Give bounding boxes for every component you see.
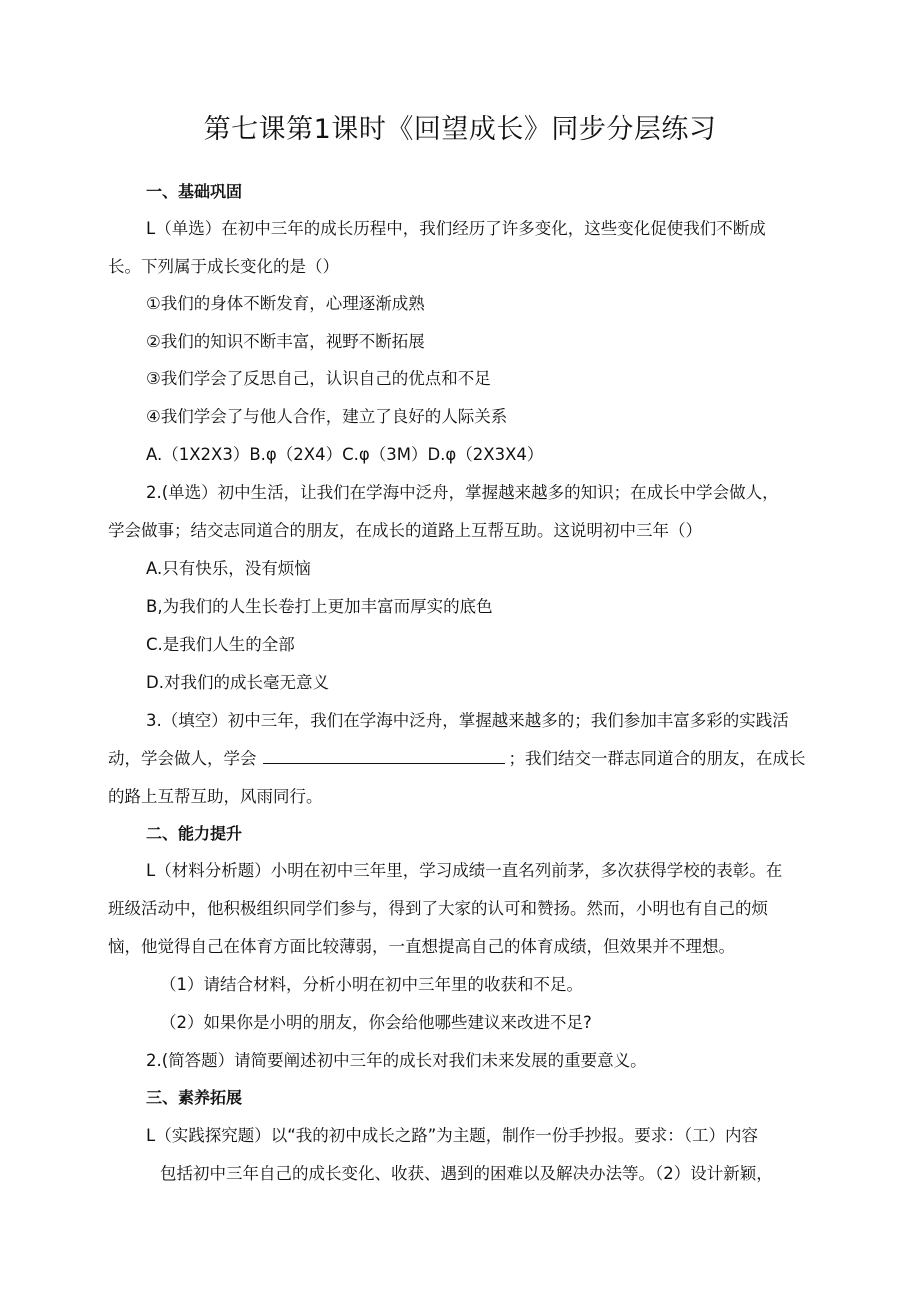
question-1-line-1: L（单选）在初中三年的成长历程中，我们经历了许多变化，这些变化促使我们不断成 — [146, 219, 766, 238]
section-heading-ability: 二、能力提升 — [146, 824, 243, 843]
question-2-line-1: 2.(单选）初中生活，让我们在学海中泛舟，掌握越来越多的知识；在成长中学会做人， — [146, 483, 779, 502]
question-3-line-2 — [108, 747, 806, 771]
material-question-line-2: 班级活动中，他积极组织同学们参与，得到了大家的认可和赞扬。然而，小明也有自己的烦 — [108, 899, 768, 918]
question-3-line-1: 3.（填空）初中三年，我们在学海中泛舟，掌握越来越多的；我们参加丰富多彩的实践活 — [146, 711, 789, 730]
question-2-line-2: 学会做事；结交志同道合的朋友，在成长的道路上互帮互助。这说明初中三年（） — [108, 521, 702, 540]
question-1-item-4: ④我们学会了与他人合作，建立了良好的人际关系 — [146, 407, 508, 426]
question-1-item-2: ②我们的知识不断丰富，视野不断拓展 — [146, 332, 425, 351]
question-1-line-2: 长。下列属于成长变化的是（） — [108, 257, 339, 276]
page-title: 第七课第1课时《回望成长》同步分层练习 — [203, 114, 717, 145]
question-2-option-c: C.是我们人生的全部 — [146, 635, 295, 654]
material-question-line-3: 恼，他觉得自己在体育方面比较薄弱，一直想提高自己的体育成绩，但效果并不理想。 — [108, 937, 735, 956]
section-heading-expansion: 三、素养拓展 — [146, 1088, 243, 1107]
material-subquestion-2: （2）如果你是小明的朋友，你会给他哪些建议来改进不足? — [160, 1013, 592, 1032]
fill-in-blank — [263, 747, 505, 764]
short-answer-question: 2.(简答题）请简要阐述初中三年的成长对我们未来发展的重要意义。 — [146, 1051, 647, 1070]
question-2-option-d: D.对我们的成长毫无意义 — [146, 673, 329, 692]
question-3-line-2-end: ；我们结交一群志同道合的朋友，在成长 — [508, 749, 806, 768]
question-2-option-b: B,为我们的人生长卷打上更加丰富而厚实的底色 — [146, 597, 493, 616]
question-3-line-2-start: 动，学会做人，学会 — [108, 749, 257, 768]
section-heading-basic: 一、基础巩固 — [146, 182, 243, 201]
question-1-item-1: ①我们的身体不断发育，心理逐渐成熟 — [146, 294, 425, 313]
question-2-option-a: A.只有快乐，没有烦恼 — [146, 559, 311, 578]
material-subquestion-1: （1）请结合材料，分析小明在初中三年里的收获和不足。 — [160, 975, 583, 994]
material-question-line-1: L（材料分析题）小明在初中三年里，学习成绩一直名列前茅，多次获得学校的表彰。在 — [146, 861, 783, 880]
question-1-options: A.（1X2X3）B.φ（2X4）C.φ（3M）D.φ（2X3X4） — [146, 445, 544, 464]
question-1-item-3: ③我们学会了反思自己，认识自己的优点和不足 — [146, 369, 491, 388]
practice-question-line-1: L（实践探究题）以“我的初中成长之路”为主题，制作一份手抄报。要求：（工）内容 — [146, 1126, 759, 1145]
practice-question-line-2: 包括初中三年自己的成长变化、收获、遇到的困难以及解决办法等。（2）设计新颖， — [160, 1164, 773, 1183]
question-3-line-3: 的路上互帮互助，风雨同行。 — [108, 787, 323, 806]
